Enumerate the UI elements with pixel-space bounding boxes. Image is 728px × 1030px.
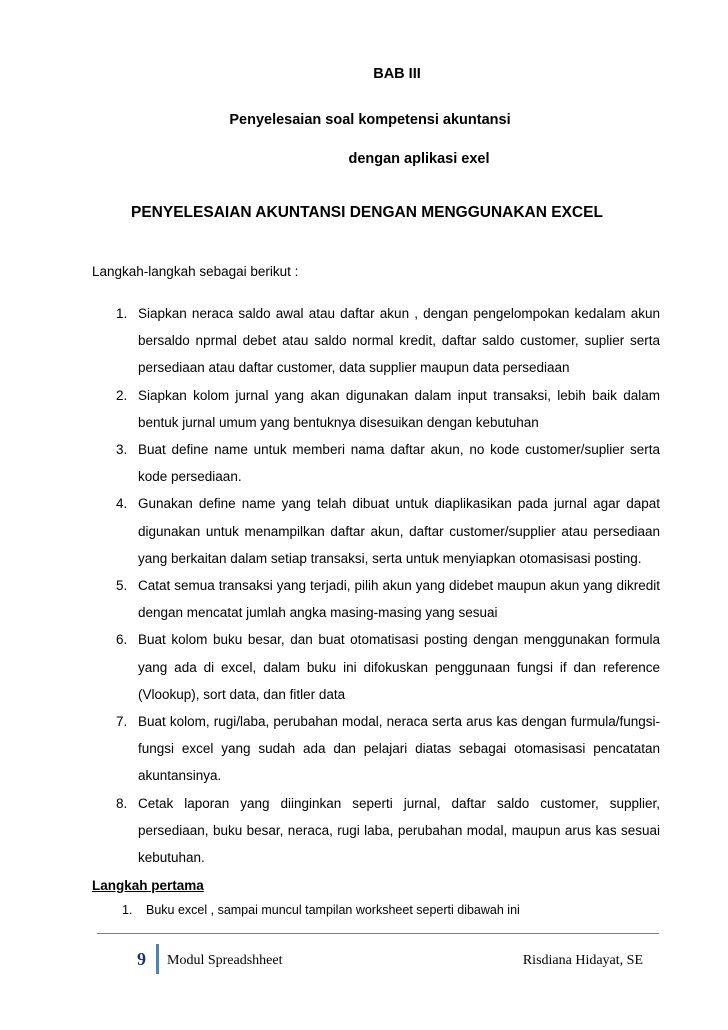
list-item-number: 3. xyxy=(116,442,128,458)
footer-rule xyxy=(97,933,659,934)
steps-list xyxy=(0,300,728,871)
list-item-number: 2. xyxy=(116,387,128,403)
footer-divider xyxy=(156,944,159,974)
list-item-text: Siapkan kolom jurnal yang akan digunakan dalam input transaksi, lebih baik dalam bentuk jurnal umum yang bentuknya disesuikan dengan kebutuhan xyxy=(138,387,660,430)
sub-step-text: Buku excel , sampai muncul tampilan worksheet seperti dibawah ini xyxy=(146,903,520,917)
section-heading: PENYELESAIAN AKUNTANSI DENGAN MENGGUNAKAN EXCEL xyxy=(131,204,603,221)
list-item xyxy=(0,626,660,708)
list-item-number: 7. xyxy=(116,714,128,730)
list-item-number: 4. xyxy=(116,496,128,512)
list-item-number: 5. xyxy=(116,578,128,594)
list-item-text: Siapkan neraca saldo awal atau daftar akun , dengan pengelompokan kedalam akun bersaldo nprmal debet atau saldo normal kredit, daftar saldo customer, suplier serta persediaan atau daftar customer, data supplier maupun data persediaan xyxy=(138,306,660,376)
list-item-text: Buat kolom buku besar, dan buat otomatisasi posting dengan menggunakan formula yang ada di excel, dalam buku ini difokuskan penggunaan fungsi if dan reference (Vlookup), sort data, dan fitler data xyxy=(138,632,660,702)
list-item xyxy=(0,490,660,572)
list-item-number: 8. xyxy=(116,795,128,811)
list-item-text: Gunakan define name yang telah dibuat untuk diaplikasikan pada jurnal agar dapat digunakan untuk menampilkan daftar akun, daftar customer/supplier atau persediaan yang berkaitan dalam setiap transaksi, serta untuk menyiapkan otomasisasi posting. xyxy=(138,496,660,566)
list-item-number: 6. xyxy=(116,632,128,648)
first-step-heading: Langkah pertama xyxy=(92,878,204,893)
list-item-text: Cetak laporan yang diinginkan seperti jurnal, daftar saldo customer, supplier, persediaan, buku besar, neraca, rugi laba, perubahan modal, maupun arus kas sesuai kebutuhan. xyxy=(138,795,660,866)
footer-author: Risdiana Hidayat, SE xyxy=(522,953,643,968)
list-item xyxy=(0,708,660,790)
page-footer xyxy=(97,944,659,976)
list-item-text: Buat define name untuk memberi nama daftar akun, no kode customer/suplier serta kode persediaan. xyxy=(138,442,660,485)
list-item xyxy=(0,790,660,872)
page-number: 9 xyxy=(137,949,146,969)
subtitle-line-1: Penyelesaian soal kompetensi akuntansi xyxy=(229,112,511,128)
list-item-number: 1. xyxy=(116,306,128,321)
list-item xyxy=(0,572,660,626)
list-item-text: Catat semua transaksi yang terjadi, pilih akun yang didebet maupun akun yang dikredit dengan mencatat jumlah angka masing-masing yang sesuai xyxy=(138,578,660,621)
list-item xyxy=(0,436,660,490)
list-item xyxy=(0,300,660,382)
sub-step-item xyxy=(108,903,520,917)
intro-text: Langkah-langkah sebagai berikut : xyxy=(92,264,299,279)
list-item-text: Buat kolom, rugi/laba, perubahan modal, neraca serta arus kas dengan furmula/fungsi-fungsi excel yang sudah ada dan pelajari diatas sebagai otomasisasi pencatatan akuntansinya. xyxy=(138,714,660,784)
sub-step-number: 1. xyxy=(122,903,133,917)
subtitle-line-2: dengan aplikasi exel xyxy=(348,151,490,167)
chapter-title: BAB III xyxy=(373,66,421,82)
footer-module-title: Modul Spreadshheet xyxy=(167,953,283,968)
list-item xyxy=(0,382,660,436)
